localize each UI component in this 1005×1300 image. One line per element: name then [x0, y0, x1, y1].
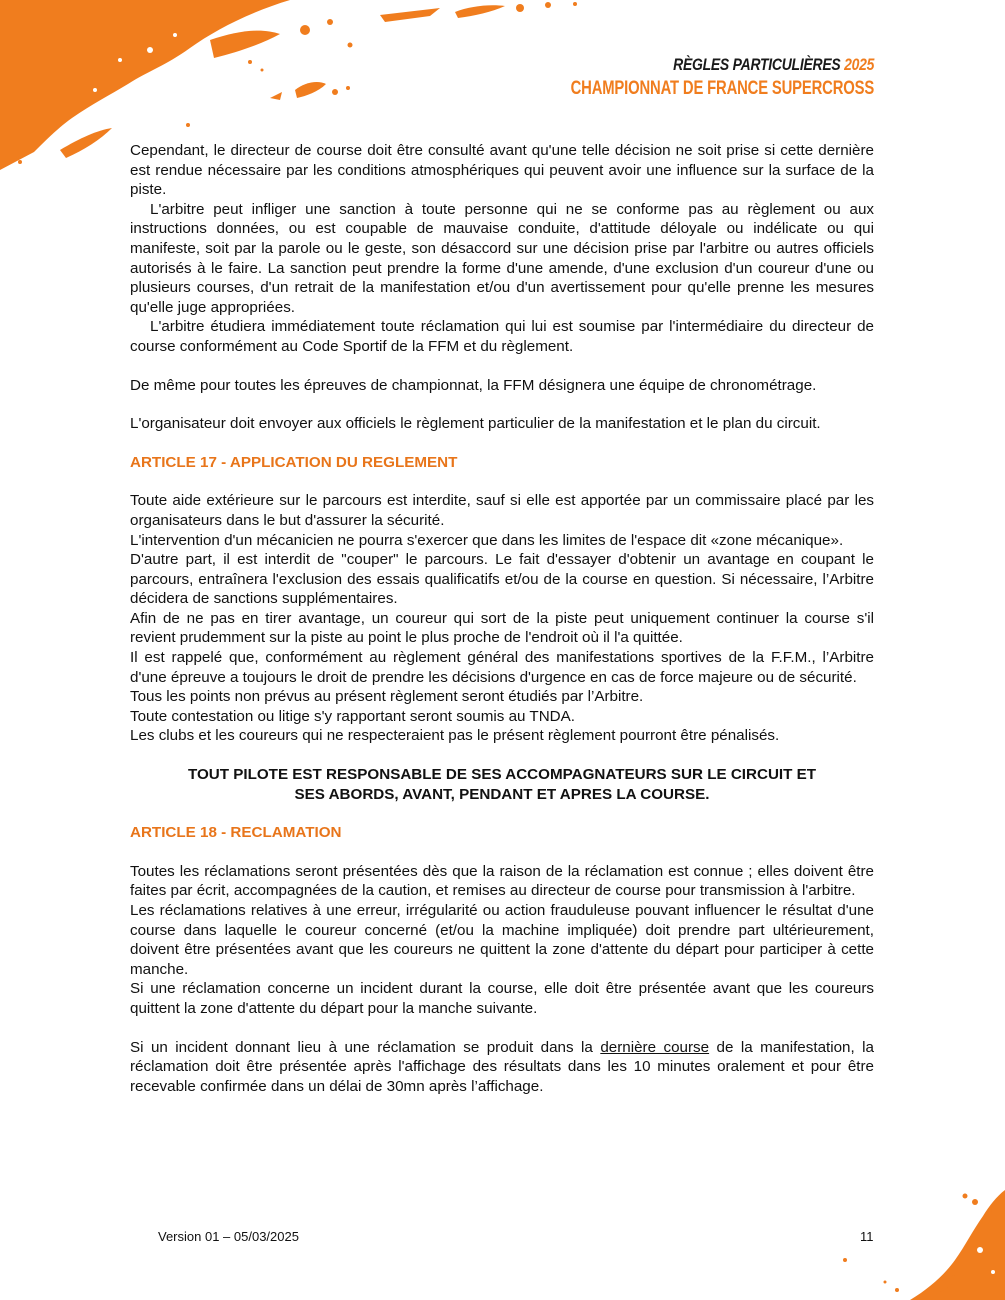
- header-title: RÈGLES PARTICULIÈRES 2025: [673, 55, 874, 74]
- notice-line: TOUT PILOTE EST RESPONSABLE DE SES ACCOMPAGNATEURS SUR LE CIRCUIT ET: [187, 766, 817, 784]
- text-span: de la manifestation, la réclamation doit être présentée après l'affichage des résultats dans les 10 minutes oralement et pour être recevable confirmée dans un délai de 30mn après l’affichage.: [130, 1038, 874, 1095]
- article-17-heading: ARTICLE 17 - APPLICATION DU REGLEMENT: [130, 453, 458, 471]
- text-span: Si un incident donnant lieu à une réclamation se produit dans la: [130, 1038, 601, 1056]
- paragraph: L'intervention d'un mécanicien ne pourra s'exercer que dans les limites de l'espace dit «zone mécanique».: [130, 531, 844, 549]
- orange-splash-decoration-bottom: [815, 1190, 1005, 1300]
- paragraph: Si une réclamation concerne un incident durant la course, elle doit être présentée avant que les coureurs quittent la zone d'attente du départ pour la manche suivante.: [130, 980, 874, 1017]
- paragraph: Afin de ne pas en tirer avantage, un coureur qui sort de la piste peut uniquement continuer la course s'il revient prudemment sur la piste au point le plus proche de l'endroit où il l'a quittée.: [130, 609, 874, 647]
- paragraph: Cependant, le directeur de course doit être consulté avant qu'une telle décision ne soit prise si cette dernière est rendue nécessaire par les conditions atmosphériques qui peuvent avoir une influence sur la surface de la piste.: [130, 142, 874, 199]
- notice-line: SES ABORDS, AVANT, PENDANT ET APRES LA COURSE.: [294, 785, 710, 803]
- footer-version: Version 01 – 05/03/2025: [158, 1229, 299, 1244]
- document-body: [130, 141, 874, 1096]
- header-year: 2025: [843, 55, 874, 74]
- page-number: 11: [860, 1229, 874, 1244]
- paragraph: Toute contestation ou litige s'y rapportant seront soumis au TNDA.: [130, 707, 575, 725]
- underlined-text: dernière course: [600, 1038, 710, 1056]
- responsibility-notice: [142, 765, 862, 804]
- paragraph: Il est rappelé que, conformément au règlement général des manifestations sportives de la F.F.M., l’Arbitre d'une épreuve a toujours le droit de prendre les décisions d'urgence en cas de force majeure ou de sécurité.: [130, 649, 874, 686]
- paragraph: L'arbitre peut infliger une sanction à toute personne qui ne se conforme pas au règlement ou aux instructions données, ou est coupable de mauvaise conduite, d'attitude déloyale ou indélicate ou qui manifeste, soit par la parole ou le geste, son désaccord sur une décision prise par l'arbitre ou autres officiels autorisés à le faire. La sanction peut prendre la forme d'une amende, d'une exclusion d'un coureur d'une ou plusieurs courses, d'un retrait de la manifestation et/ou d'un avertissement pour qu'elle prenne les mesures qu'elle juge appropriées.: [130, 200, 874, 316]
- paragraph: Les réclamations relatives à une erreur, irrégularité ou action frauduleuse pouvant influencer le résultat d'une course dans laquelle le coureur concerné (et/ou la machine impliquée) doit prendre part ultérieurement, doivent être présentées avant que les coureurs ne quittent la zone d'attente du départ pour participer à cette manche.: [130, 902, 874, 978]
- paragraph: [130, 1038, 874, 1097]
- paragraph: Toutes les réclamations seront présentées dès que la raison de la réclamation est connue ; elles doivent être faites par écrit, accompagnées de la caution, et remises au directeur de course pour transmission à l'arbitre.: [130, 862, 874, 900]
- paragraph: Toute aide extérieure sur le parcours est interdite, sauf si elle est apportée par un commissaire placé par les organisateurs dans le but d'assurer la sécurité.: [130, 492, 874, 529]
- header-subtitle: CHAMPIONNAT DE FRANCE SUPERCROSS: [570, 77, 874, 99]
- paragraph: Les clubs et les coureurs qui ne respecteraient pas le présent règlement pourront être pénalisés.: [130, 727, 780, 745]
- paragraph: Tous les points non prévus au présent règlement seront étudiés par l’Arbitre.: [130, 688, 644, 706]
- paragraph: L'arbitre étudiera immédiatement toute réclamation qui lui est soumise par l'intermédiaire du directeur de course conformément au Code Sportif de la FFM et du règlement.: [130, 318, 874, 355]
- paragraph: D'autre part, il est interdit de "couper" le parcours. Le fait d'essayer d'obtenir un avantage en coupant le parcours, entraînera l'exclusion des essais qualificatifs et/ou de la course en question. Si nécessaire, l’Arbitre décidera de sanctions supplémentaires.: [130, 551, 874, 608]
- document-header: [485, 56, 874, 100]
- paragraph: L'organisateur doit envoyer aux officiels le règlement particulier de la manifestation et le plan du circuit.: [130, 415, 821, 433]
- article-18-heading: ARTICLE 18 - RECLAMATION: [130, 824, 342, 842]
- paragraph: De même pour toutes les épreuves de championnat, la FFM désignera une équipe de chronométrage.: [130, 376, 817, 394]
